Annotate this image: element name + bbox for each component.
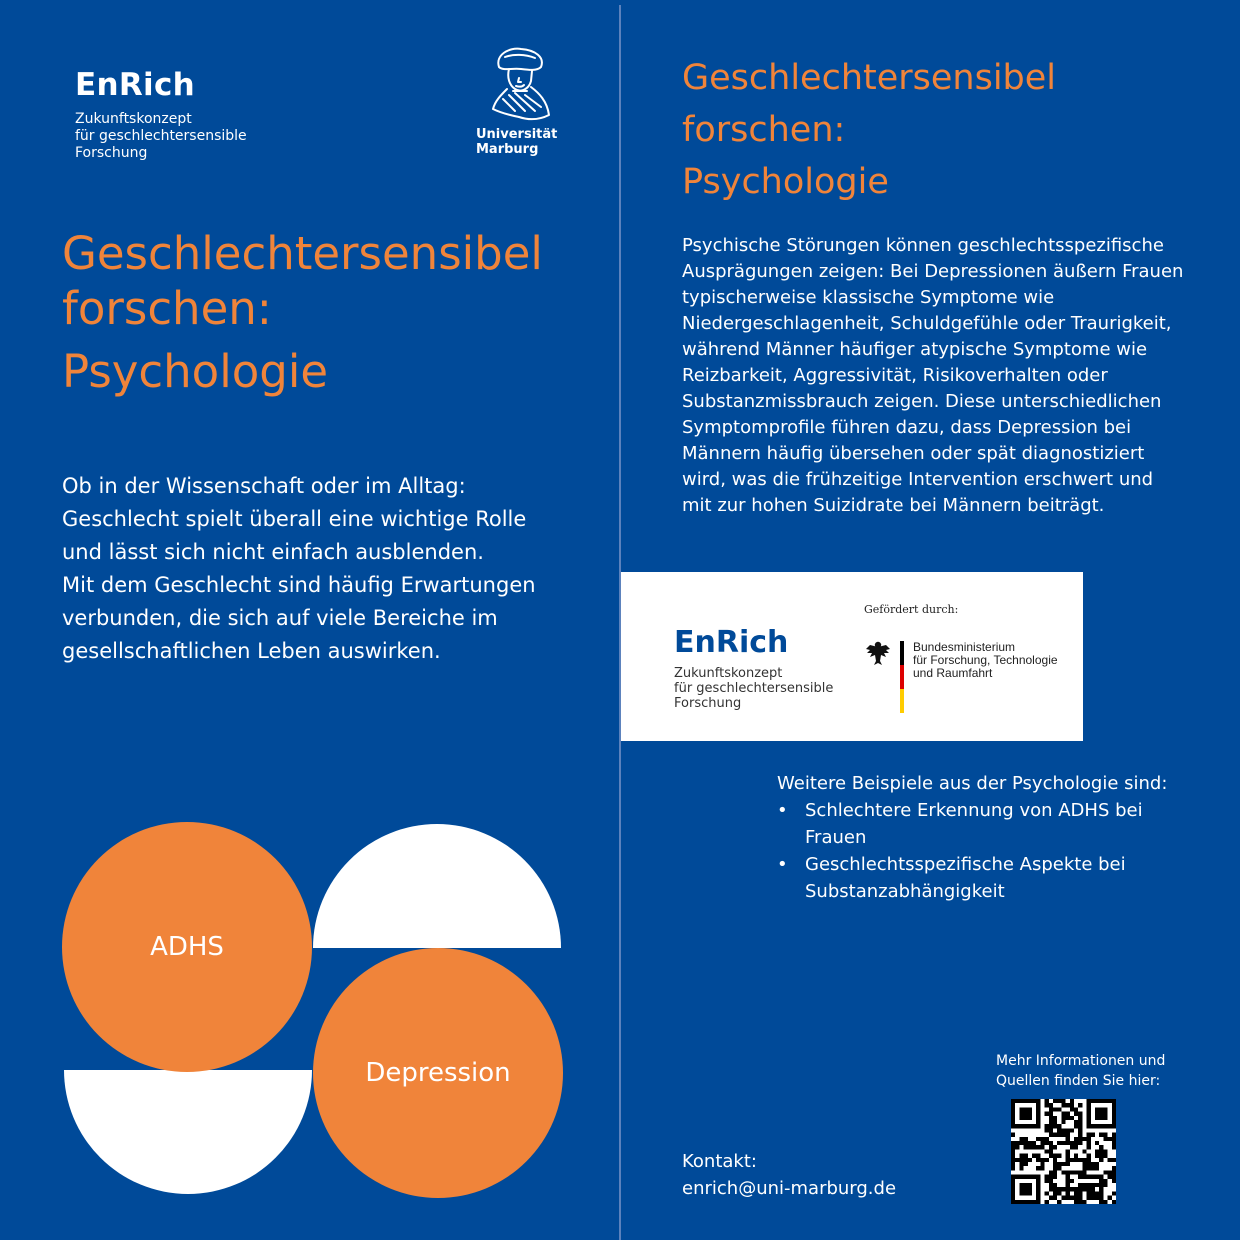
university-name-line: Universität	[476, 127, 558, 142]
enrich-logo-name: EnRich	[75, 67, 195, 103]
paragraph-line: Niedergeschlagenheit, Schuldgefühle oder Traurigkeit,	[682, 313, 1172, 334]
list-item	[777, 797, 1197, 851]
examples-intro: Weitere Beispiele aus der Psychologie sind:	[777, 773, 1168, 794]
paragraph-line: während Männer häufiger atypische Symptome wie	[682, 339, 1148, 360]
funded-by-label: Gefördert durch:	[864, 603, 959, 616]
paragraph-line: Männern häufig übersehen oder spät diagnostiziert	[682, 443, 1145, 464]
contact-section	[682, 1148, 896, 1202]
german-flag-stripe	[900, 641, 904, 713]
page-title	[62, 226, 543, 399]
title-line: Geschlechtersensibel	[62, 227, 543, 280]
intro-line: Geschlecht spielt überall eine wichtige Rolle	[62, 507, 527, 531]
more-info-line: Mehr Informationen und	[996, 1053, 1166, 1069]
contact-label: Kontakt:	[682, 1151, 757, 1172]
psychology-paragraph	[682, 233, 1182, 519]
federal-eagle-icon	[864, 639, 892, 667]
white-half-circle-top	[313, 824, 561, 948]
white-half-circle-bottom	[64, 1070, 312, 1194]
paragraph-line: Psychische Störungen können geschlechtsspezifische	[682, 235, 1164, 256]
intro-text	[62, 470, 592, 668]
paragraph-line: Substanzmissbrauch zeigen. Diese unterschiedlichen	[682, 391, 1162, 412]
more-info-line: Quellen finden Sie hier:	[996, 1073, 1161, 1089]
intro-line: Ob in der Wissenschaft oder im Alltag:	[62, 474, 466, 498]
adhs-circle	[62, 822, 312, 1072]
university-name	[472, 127, 567, 157]
sponsor-enrich-subtitle	[674, 666, 833, 711]
sponsor-banner	[621, 572, 1083, 741]
paragraph-line: Ausprägungen zeigen: Bei Depressionen äußern Frauen	[682, 261, 1184, 282]
enrich-logo-subtitle	[75, 111, 247, 162]
adhs-label: ADHS	[150, 932, 224, 962]
intro-line: gesellschaftlichen Leben auswirken.	[62, 639, 441, 663]
sponsor-subtitle-line: für geschlechtersensible	[674, 681, 834, 696]
title-line: forschen:	[62, 282, 272, 335]
intro-line: und lässt sich nicht einfach ausblenden.	[62, 540, 484, 564]
qr-code-icon	[1011, 1099, 1116, 1204]
ministry-line: Bundesministerium	[913, 640, 1016, 654]
paragraph-line: wird, was die frühzeitige Intervention erschwert und	[682, 469, 1154, 490]
enrich-subtitle-line: für geschlechtersensible	[75, 128, 247, 144]
title-line: Psychologie	[62, 345, 329, 398]
contact-email-link[interactable]: enrich@uni-marburg.de	[682, 1178, 897, 1199]
title-line: Psychologie	[682, 162, 889, 202]
qr-code[interactable]	[1011, 1099, 1116, 1204]
flag-stripe-red	[900, 665, 904, 689]
enrich-subtitle-line: Zukunftskonzept	[75, 111, 192, 127]
intro-line: Mit dem Geschlecht sind häufig Erwartungen	[62, 573, 536, 597]
examples-list	[777, 797, 1197, 905]
paragraph-line: Reizbarkeit, Aggressivität, Risikoverhalten oder	[682, 365, 1108, 386]
paragraph-line: typischerweise klassische Symptome wie	[682, 287, 1055, 308]
sponsor-subtitle-line: Zukunftskonzept	[674, 666, 783, 681]
depression-label: Depression	[365, 1058, 511, 1088]
title-line: forschen:	[682, 110, 846, 150]
elisabeth-portrait-icon	[485, 45, 555, 123]
list-item-line: • Geschlechtsspezifische Aspekte bei	[805, 854, 1126, 875]
university-marburg-logo	[472, 45, 567, 157]
sponsor-enrich-name: EnRich	[674, 625, 789, 660]
intro-line: verbunden, die sich auf viele Bereiche im	[62, 606, 498, 630]
right-title	[682, 52, 1056, 208]
ministry-line: für Forschung, Technologie	[913, 653, 1058, 667]
flag-stripe-gold	[900, 689, 904, 713]
flag-stripe-black	[900, 641, 904, 665]
enrich-logo	[75, 68, 247, 162]
university-name-line: Marburg	[476, 142, 539, 157]
list-item-line: • Schlechtere Erkennung von ADHS bei	[805, 800, 1143, 821]
list-item	[777, 851, 1197, 905]
ministry-name	[913, 641, 1058, 680]
title-line: Geschlechtersensibel	[682, 58, 1057, 98]
paragraph-line: mit zur hohen Suizidrate bei Männern beiträgt.	[682, 495, 1105, 516]
examples-section	[777, 770, 1197, 905]
enrich-subtitle-line: Forschung	[75, 145, 148, 161]
list-item-line: Substanzabhängigkeit	[805, 881, 1005, 902]
more-info-text	[996, 1051, 1165, 1091]
paragraph-line: Symptomprofile führen dazu, dass Depression bei	[682, 417, 1132, 438]
sponsor-subtitle-line: Forschung	[674, 696, 742, 711]
depression-circle	[313, 948, 563, 1198]
list-item-line: Frauen	[805, 827, 867, 848]
ministry-line: und Raumfahrt	[913, 666, 993, 680]
sponsor-enrich-logo	[674, 626, 833, 711]
